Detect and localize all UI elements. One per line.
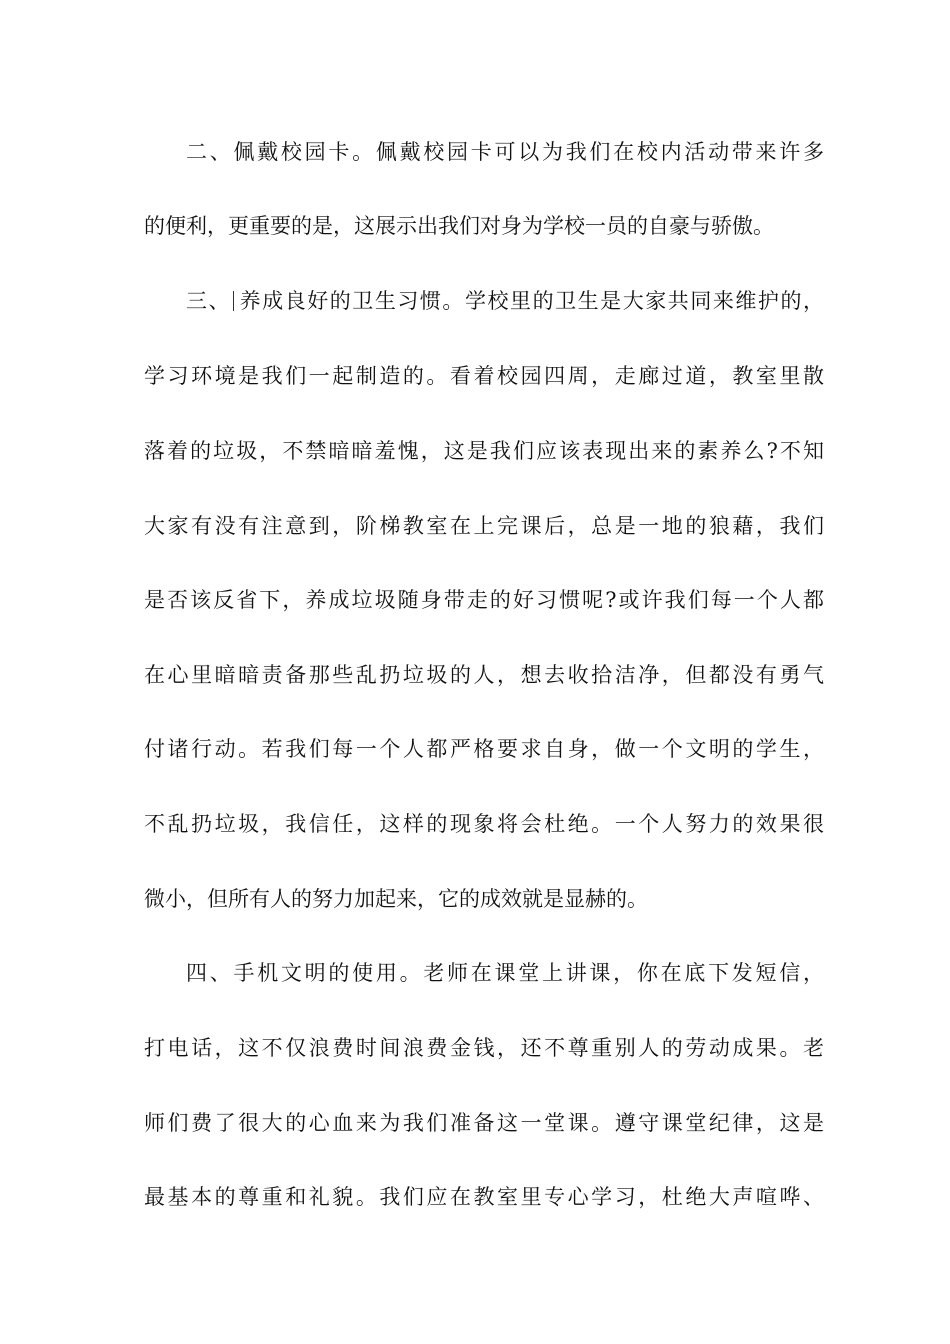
paragraph-2-line-2: 的便利，更重要的是，这展示出我们对身为学校一员的自豪与骄傲。	[144, 214, 774, 238]
paragraph-3-line-7: 付诸行动。若我们每一个人都严格要求自身，做一个文明的学生，	[144, 737, 824, 761]
paragraph-3-line-3: 落着的垃圾，不禁暗暗羞愧，这是我们应该表现出来的素养么?不知	[144, 439, 824, 463]
paragraph-3-line-2: 学习环境是我们一起制造的。看着校园四周，走廊过道，教室里散	[144, 364, 824, 388]
paragraph-3-line-8: 不乱扔垃圾，我信任，这样的现象将会杜绝。一个人努力的效果很	[144, 812, 824, 836]
paragraph-3-heading: 养成良好的卫生习惯。学校里的卫生是大家共同来维护的，	[238, 289, 825, 313]
paragraph-3-number: 三、	[186, 289, 232, 313]
paragraph-3-line-4: 大家有没有注意到，阶梯教室在上完课后，总是一地的狼藉，我们	[144, 514, 824, 538]
paragraph-4-line-1: 四、手机文明的使用。老师在课堂上讲课，你在底下发短信，	[186, 961, 824, 985]
paragraph-3-line-6: 在心里暗暗责备那些乱扔垃圾的人，想去收拾洁净，但都没有勇气	[144, 663, 824, 687]
paragraph-3-line-5: 是否该反省下，养成垃圾随身带走的好习惯呢?或许我们每一个人都	[144, 588, 824, 612]
text-cursor	[233, 291, 234, 311]
paragraph-4-line-3: 师们费了很大的心血来为我们准备这一堂课。遵守课堂纪律，这是	[144, 1111, 824, 1135]
paragraph-3-line-9: 微小，但所有人的努力加起来，它的成效就是显赫的。	[144, 887, 648, 911]
paragraph-3-line-1	[186, 283, 824, 319]
paragraph-4-line-2: 打电话，这不仅浪费时间浪费金钱，还不尊重别人的劳动成果。老	[144, 1036, 824, 1060]
paragraph-4-line-4: 最基本的尊重和礼貌。我们应在教室里专心学习，杜绝大声喧哗、	[144, 1185, 824, 1209]
paragraph-2-line-1: 二、佩戴校园卡。佩戴校园卡可以为我们在校内活动带来许多	[186, 140, 824, 164]
